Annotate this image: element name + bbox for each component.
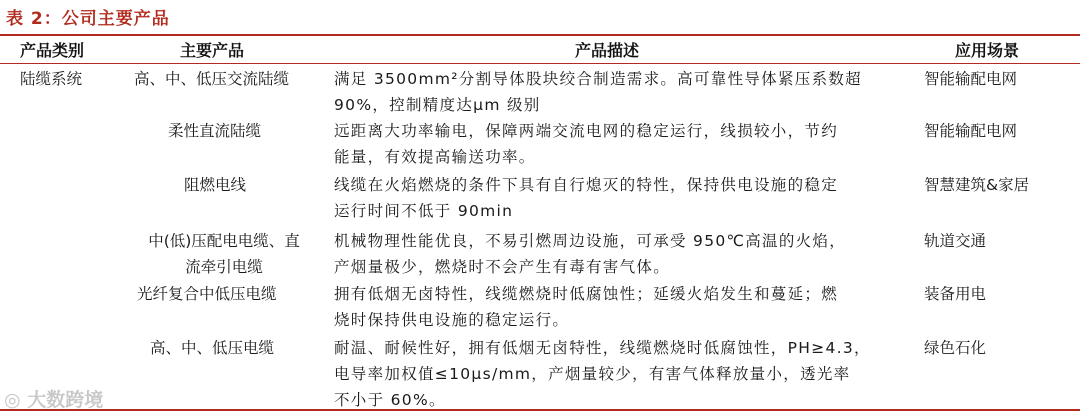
description-cell: [334, 228, 912, 280]
scene-cell: 绿色石化: [924, 339, 987, 357]
description-line: 拥有低烟无卤特性，线缆燃烧时低腐蚀性；延缓火焰发生和蔓延；燃: [334, 285, 839, 303]
bottom-rule: [0, 409, 1080, 411]
watermark-logo-icon: ◎: [4, 389, 28, 411]
description-cell: [334, 281, 912, 333]
description-cell: [334, 335, 912, 413]
scene-cell: 智能输配电网: [924, 70, 1018, 88]
description-line: 烧时保持供电设施的稳定运行。: [334, 311, 570, 329]
scene-cell: 智慧建筑&家居: [924, 176, 1030, 194]
description-cell: [334, 66, 912, 118]
description-line: 机械物理性能优良，不易引燃周边设施，可承受 950℃高温的火焰，: [334, 232, 847, 250]
product-cell: 阻燃电线: [184, 176, 247, 194]
header-scene: 应用场景: [955, 41, 1020, 60]
header-product: 主要产品: [180, 41, 245, 60]
product-cell: 光纤复合中低压电缆: [137, 285, 277, 303]
product-line: 中(低)压配电电缆、直: [148, 232, 300, 250]
description-cell: [334, 172, 912, 224]
product-cell: [118, 228, 330, 280]
top-rule: [0, 34, 1080, 36]
description-line: 产烟量极少，燃烧时不会产生有毒有害气体。: [334, 258, 671, 276]
header-rule: [0, 63, 1080, 64]
description-cell: [334, 118, 912, 170]
scene-cell: 智能输配电网: [924, 122, 1018, 140]
table-title: 表 2：公司主要产品: [6, 9, 170, 29]
product-cell: 高、中、低压电缆: [150, 339, 275, 357]
watermark: [4, 385, 103, 412]
description-line: 电导率加权值≤10μs/mm，产烟量较少，有害气体释放量小，透光率: [334, 365, 851, 383]
product-cell: 柔性直流陆缆: [168, 122, 262, 140]
header-description: 产品描述: [575, 41, 640, 60]
description-line: 线缆在火焰燃烧的条件下具有自行熄灭的特性，保持供电设施的稳定: [334, 176, 839, 194]
scene-cell: 装备用电: [924, 285, 987, 303]
header-category: 产品类别: [20, 41, 85, 60]
description-line: 远距离大功率输电，保障两端交流电网的稳定运行，线损较小，节约: [334, 122, 839, 140]
category-cell: 陆缆系统: [20, 70, 83, 88]
description-line: 90%，控制精度达μm 级别: [334, 96, 541, 114]
product-line: 流牵引电缆: [185, 258, 263, 276]
product-cell: 高、中、低压交流陆缆: [134, 70, 290, 88]
scene-cell: 轨道交通: [924, 232, 987, 250]
description-line: 不小于 60%。: [334, 391, 446, 409]
watermark-text: 大数跨境: [27, 389, 104, 411]
description-line: 耐温、耐候性好，拥有低烟无卤特性，线缆燃烧时低腐蚀性，PH≥4.3，: [334, 339, 871, 357]
description-line: 能量，有效提高输送功率。: [334, 148, 536, 166]
description-line: 运行时间不低于 90min: [334, 202, 514, 220]
description-line: 满足 3500mm²分割导体股块绞合制造需求。高可靠性导体紧压系数超: [334, 70, 862, 88]
